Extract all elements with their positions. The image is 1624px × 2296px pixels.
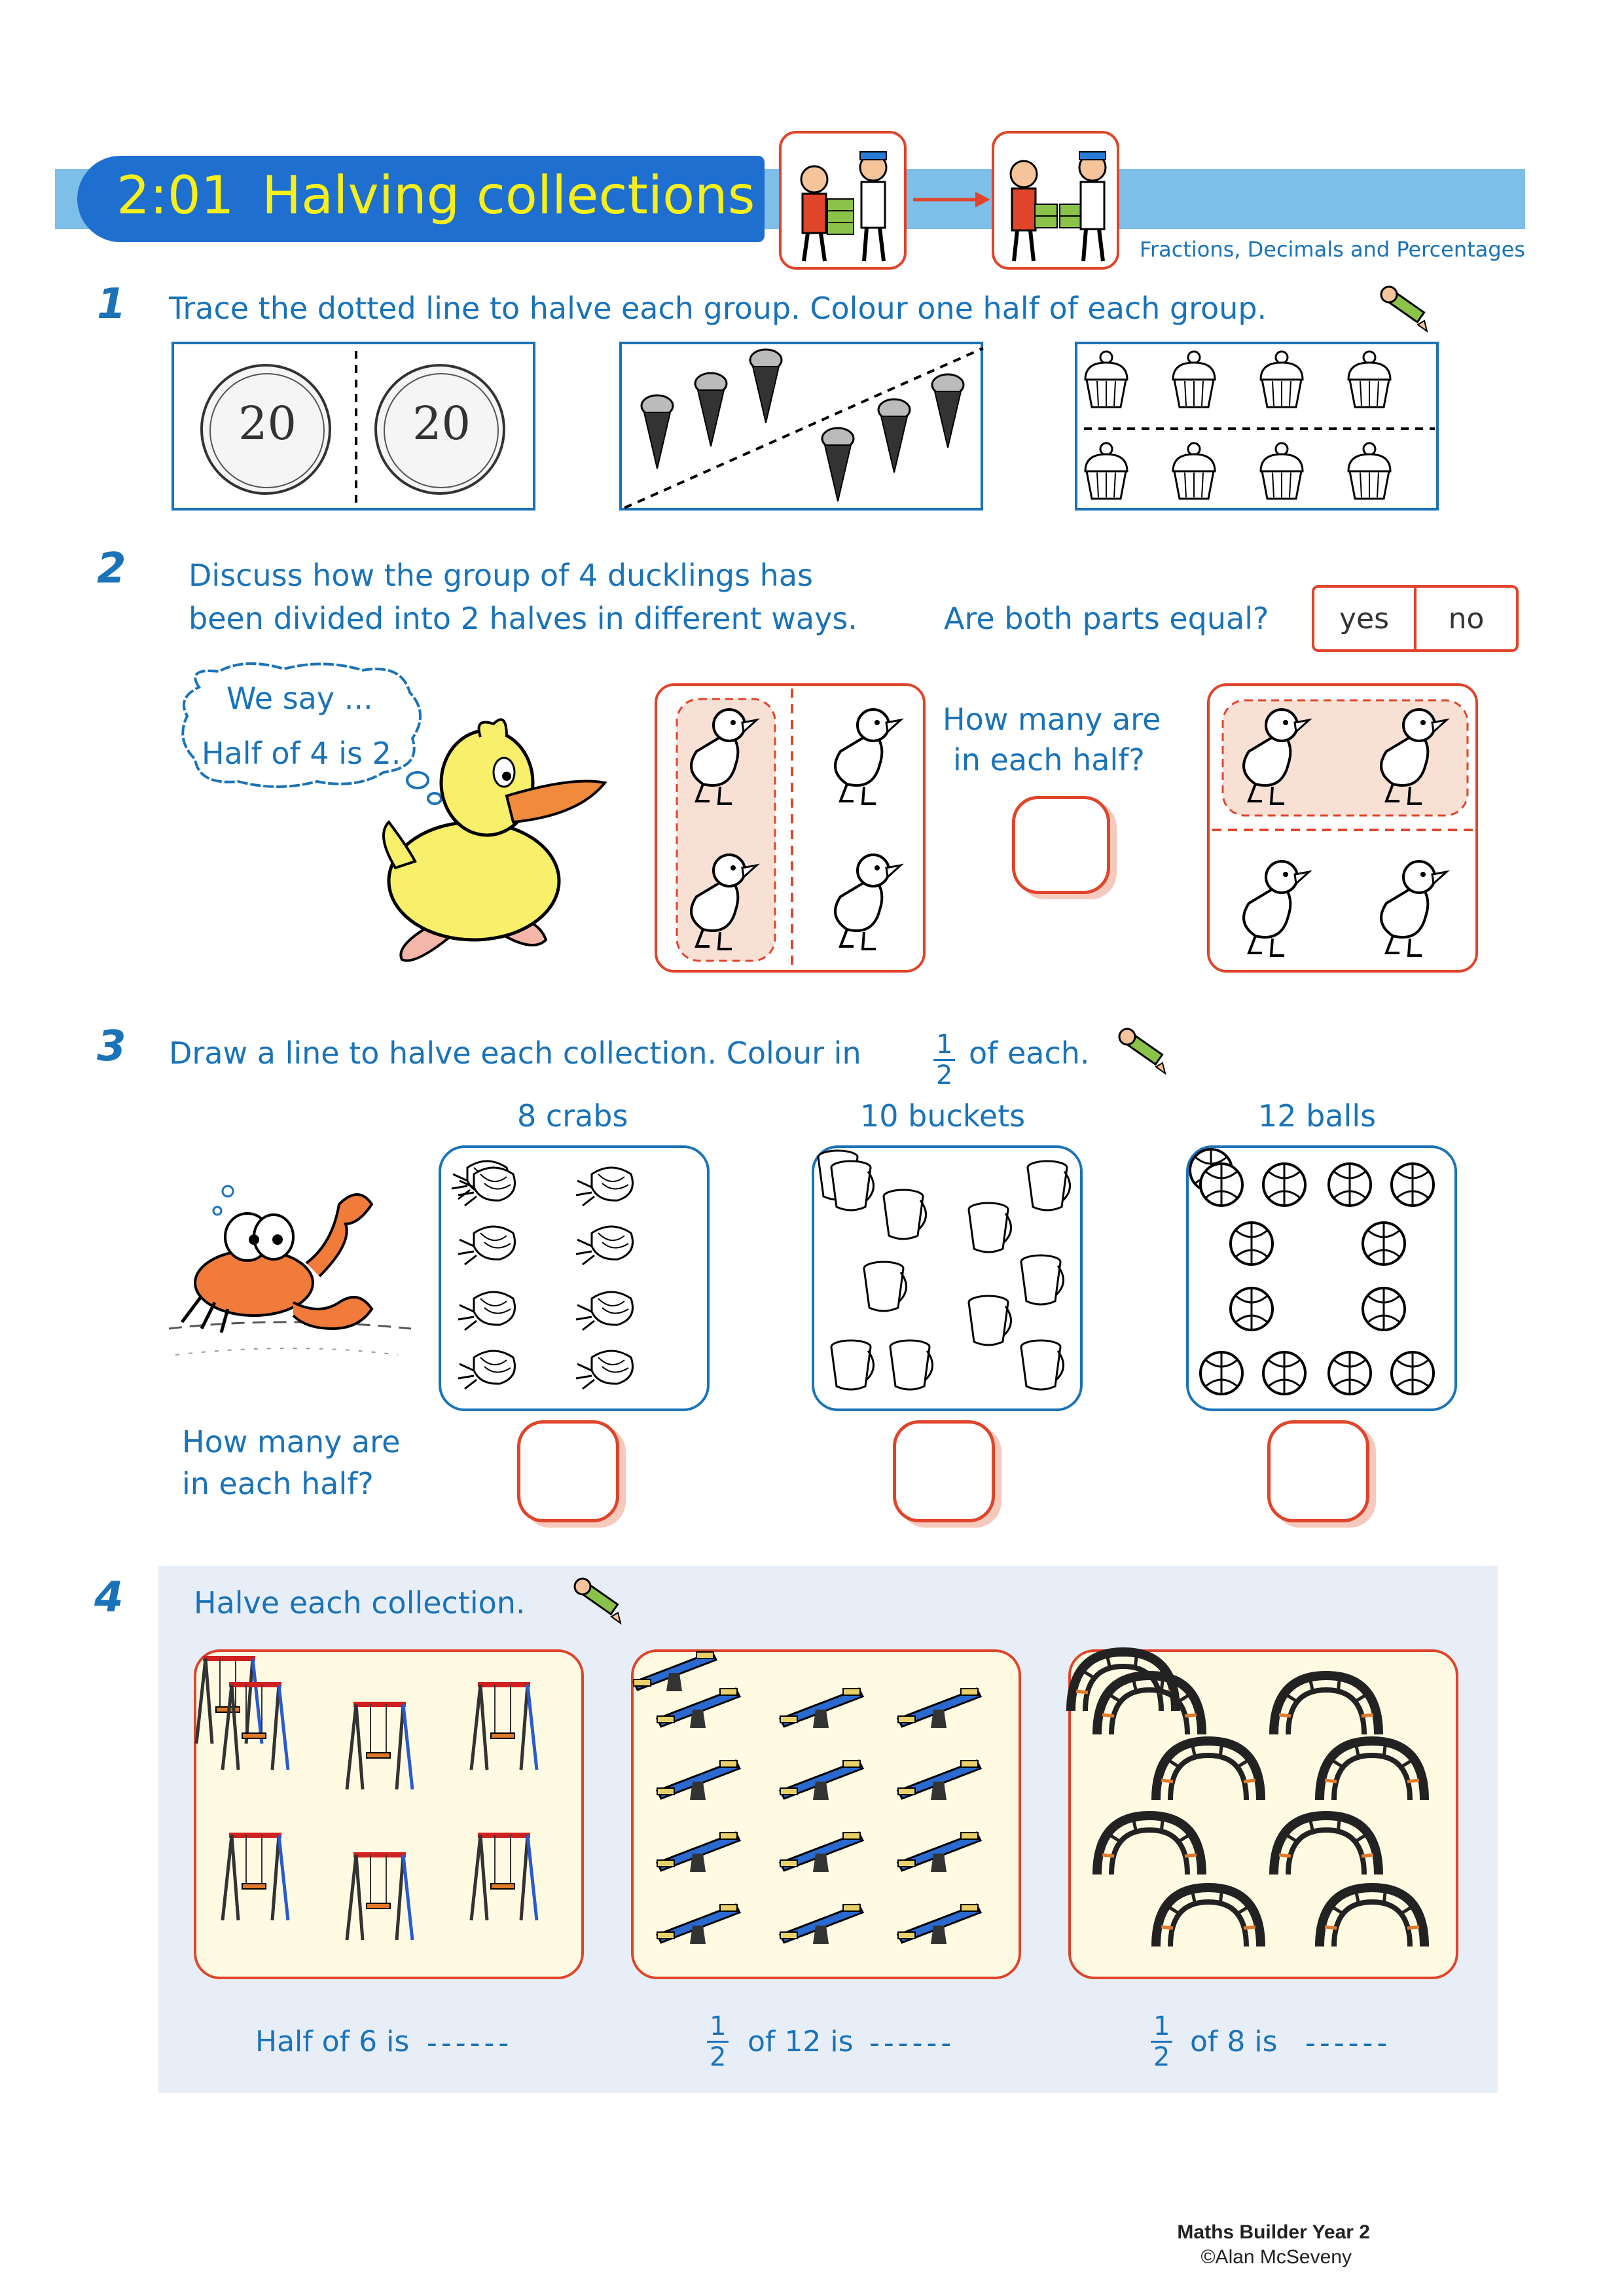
bubble-line1: We say ... — [226, 681, 373, 716]
fraction-denominator: 2 — [1153, 2042, 1170, 2072]
q3-question-line1: How many are — [182, 1424, 401, 1460]
header-code: 2:01 — [117, 165, 234, 226]
no-label: no — [1448, 601, 1485, 636]
cupcakes-box — [1075, 342, 1439, 511]
cupcake-icon — [1085, 351, 1127, 407]
arches-fraction — [1151, 2012, 1172, 2072]
question-4-number: 4 — [94, 1573, 124, 1622]
seesaws-answer-blank[interactable]: ------ — [869, 2026, 956, 2060]
coin-left — [200, 364, 331, 495]
bubble-line2: Half of 4 is 2. — [202, 736, 401, 771]
coin-right-value: 20 — [412, 397, 471, 450]
no-option[interactable] — [1416, 588, 1516, 649]
question-3-number: 3 — [97, 1022, 126, 1071]
page-title: Halving collections — [262, 165, 755, 226]
seesaws-box — [631, 1649, 1021, 1979]
crab-illustration — [162, 1165, 411, 1374]
ducklings-horizontal-split-box — [1207, 683, 1478, 973]
question-3-instruction-a: Draw a line to halve each collection. Colour in — [169, 1035, 861, 1071]
fraction-denominator: 2 — [710, 2042, 727, 2072]
fraction-numerator: 1 — [933, 1030, 955, 1061]
arches-answer-blank[interactable]: ------ — [1305, 2026, 1392, 2060]
yes-option[interactable] — [1314, 588, 1416, 649]
crabs-box — [439, 1145, 710, 1411]
seesaws-answer-text: of 12 is — [748, 2025, 854, 2058]
question-1-instruction: Trace the dotted line to halve each group. Colour one half of each group. — [169, 291, 1267, 326]
seesaw-icon — [634, 1652, 716, 1691]
pencil-icon — [568, 1573, 631, 1626]
footer-book: Maths Builder Year 2 — [1177, 2221, 1370, 2243]
question-4-instruction: Halve each collection. — [194, 1585, 526, 1621]
crabs-answer-box[interactable] — [517, 1420, 619, 1522]
ducklings-vertical-split-box — [655, 683, 926, 973]
question-2-number: 2 — [97, 545, 126, 593]
seesaws-fraction — [707, 2012, 729, 2072]
footer-copyright: ©Alan McSeveny — [1200, 2246, 1352, 2268]
coin-left-value: 20 — [238, 397, 297, 450]
swings-answer-blank[interactable]: ------ — [427, 2026, 513, 2060]
coin-right — [374, 364, 505, 495]
question-2-question: Are both parts equal? — [944, 601, 1269, 636]
q3-question-line2: in each half? — [182, 1466, 374, 1501]
question-3-fraction — [933, 1030, 955, 1090]
fraction-numerator: 1 — [707, 2012, 729, 2043]
header-illustration-after — [992, 131, 1119, 270]
climbing-arches-box — [1068, 1649, 1458, 1979]
crabs-label: 8 crabs — [517, 1098, 628, 1134]
question-3-instruction-b: of each. — [969, 1035, 1090, 1071]
yes-label: yes — [1339, 601, 1390, 636]
duck-answer-box[interactable] — [1012, 796, 1110, 894]
pencil-icon — [1113, 1024, 1176, 1076]
buckets-answer-box[interactable] — [893, 1420, 995, 1522]
balls-answer-box[interactable] — [1267, 1420, 1369, 1522]
question-2-line2: been divided into 2 halves in different ways. — [189, 601, 857, 636]
ice-creams-box — [619, 342, 983, 511]
ice-cream-icon — [641, 395, 673, 469]
buckets-label: 10 buckets — [860, 1098, 1026, 1134]
arches-answer-text: of 8 is — [1190, 2025, 1278, 2058]
yes-no-box — [1312, 585, 1519, 652]
swings-answer-text: Half of 6 is — [255, 2025, 410, 2058]
header-subtitle: Fractions, Decimals and Percentages — [1139, 237, 1525, 262]
pencil-icon — [1375, 281, 1437, 334]
fraction-numerator: 1 — [1151, 2012, 1172, 2043]
duck-illustration — [376, 717, 611, 986]
duck-question-line1: How many are — [943, 702, 1161, 737]
question-1-number: 1 — [97, 280, 126, 329]
fraction-denominator: 2 — [936, 1060, 953, 1090]
duck-question-line2: in each half? — [953, 742, 1145, 778]
swings-box — [194, 1649, 584, 1979]
question-2-line1: Discuss how the group of 4 ducklings has — [189, 558, 813, 593]
balls-box — [1186, 1145, 1457, 1411]
buckets-box — [812, 1145, 1083, 1411]
arrow-right-icon — [913, 187, 992, 213]
balls-label: 12 balls — [1258, 1098, 1377, 1134]
header-illustration-before — [779, 131, 907, 270]
